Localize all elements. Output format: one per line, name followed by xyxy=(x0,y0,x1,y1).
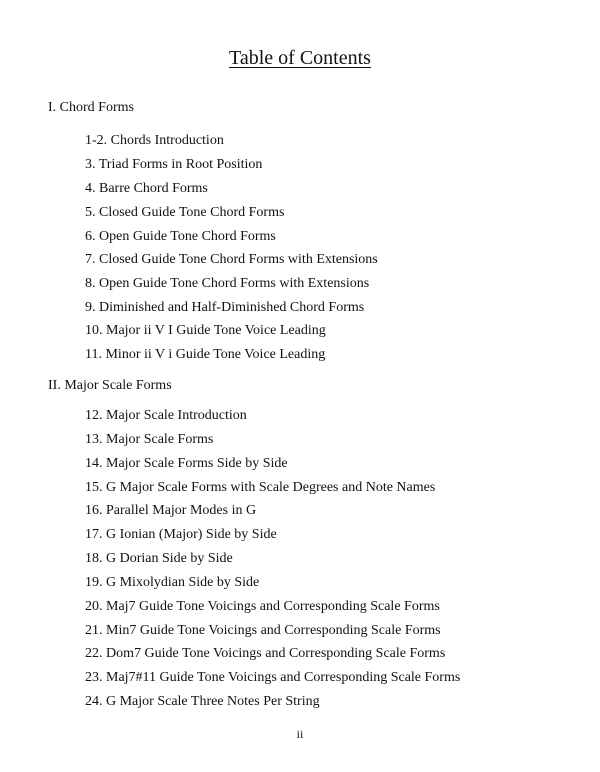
toc-entry: 14. Major Scale Forms Side by Side xyxy=(85,456,288,471)
toc-entry: 20. Maj7 Guide Tone Voicings and Corresponding Scale Forms xyxy=(85,599,440,614)
toc-entry: 18. G Dorian Side by Side xyxy=(85,551,233,566)
toc-entry: 11. Minor ii V i Guide Tone Voice Leading xyxy=(85,347,326,362)
toc-entry: 1-2. Chords Introduction xyxy=(85,133,224,148)
toc-entry: 19. G Mixolydian Side by Side xyxy=(85,575,260,590)
toc-entry: 16. Parallel Major Modes in G xyxy=(85,503,257,518)
toc-entry: 4. Barre Chord Forms xyxy=(85,181,208,196)
toc-entry: 15. G Major Scale Forms with Scale Degrees and Note Names xyxy=(85,480,436,495)
toc-entry: 23. Maj7#11 Guide Tone Voicings and Corresponding Scale Forms xyxy=(85,670,461,685)
toc-entry: 3. Triad Forms in Root Position xyxy=(85,157,263,172)
toc-entry: 22. Dom7 Guide Tone Voicings and Corresponding Scale Forms xyxy=(85,646,446,661)
page-number: ii xyxy=(296,727,304,741)
toc-entry: 5. Closed Guide Tone Chord Forms xyxy=(85,205,285,220)
toc-entry: 24. G Major Scale Three Notes Per String xyxy=(85,694,320,709)
section-heading-chord-forms: I. Chord Forms xyxy=(48,100,134,115)
toc-entry: 12. Major Scale Introduction xyxy=(85,408,247,423)
toc-entry: 9. Diminished and Half-Diminished Chord Forms xyxy=(85,300,365,315)
toc-entry: 17. G Ionian (Major) Side by Side xyxy=(85,527,277,542)
toc-entry: 21. Min7 Guide Tone Voicings and Corresponding Scale Forms xyxy=(85,623,441,638)
toc-entry: 10. Major ii V I Guide Tone Voice Leading xyxy=(85,323,326,338)
section-heading-major-scale-forms: II. Major Scale Forms xyxy=(48,378,172,393)
toc-entry: 7. Closed Guide Tone Chord Forms with Extensions xyxy=(85,252,378,267)
toc-entry: 13. Major Scale Forms xyxy=(85,432,214,447)
toc-entry: 8. Open Guide Tone Chord Forms with Extensions xyxy=(85,276,370,291)
toc-entry: 6. Open Guide Tone Chord Forms xyxy=(85,229,276,244)
page-title: Table of Contents xyxy=(229,47,371,69)
